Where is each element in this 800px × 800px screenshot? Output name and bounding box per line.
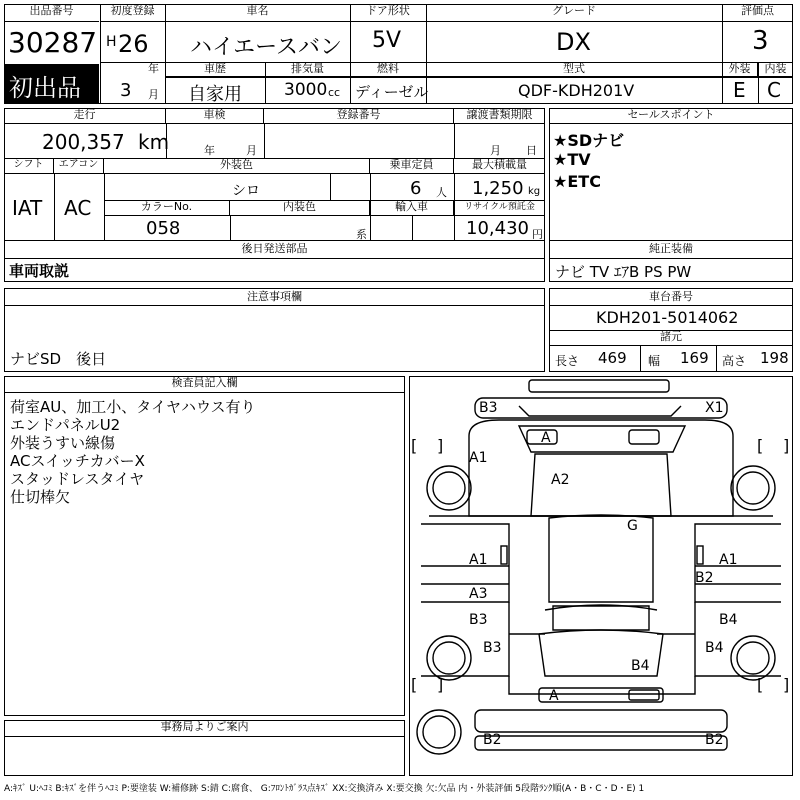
car-diagram [409,376,793,776]
sales-label: セールスポイント [549,108,793,124]
divider [758,62,759,104]
inspect-year-unit: 年 [204,144,215,157]
dims-label: 諸元 [549,330,793,346]
code-b4-roof: B4 [631,658,650,674]
inspector-line-1: 荷室AU、加工小、タイヤハウス有り [10,398,256,416]
legend: A:ｷｽﾞ U:ﾍｺﾐ B:ｷｽﾞを伴うﾍｺﾐ P:要塗装 W:補修跡 S:錆 C:腐食、 G:ﾌﾛﾝﾄｶﾞﾗｽ点ｷｽﾞ XX:交換済み X:要交換 欠:欠品 内・外装評価 5段階ﾗﾝｸ順(A・B・C・D・E) 1 [4,784,645,794]
import-label: 輸入車 [370,200,454,216]
divider [716,346,717,372]
divider [166,124,167,158]
office-label: 事務局よりご案内 [4,720,405,737]
seats: 6 [410,178,422,199]
divider [264,124,265,158]
color-number: 058 [146,218,181,239]
later-label: 後日発送部品 [241,242,308,255]
reg-year: 26 [118,30,149,58]
sales-point-2: ★TV [553,150,591,169]
divider [54,174,55,240]
reg-month: 3 [120,80,132,101]
fuel: ディーゼル [355,83,429,101]
ext-score: E [733,78,746,102]
mileage: 200,357 [42,130,125,154]
inspector-line-4: ACスイッチカバーX [10,452,145,470]
intcolor-unit: 系 [356,228,367,241]
mileage-unit: km [138,130,170,154]
code-a2-hood: A2 [551,472,570,488]
fuel-label: 燃料 [350,62,426,77]
month-unit: 月 [148,88,159,101]
transfer-month-unit: 月 [490,144,501,157]
code-a1-left-front: A1 [469,450,488,466]
model: QDF-KDH201V [518,81,635,100]
color-label: 外装色 [104,158,370,174]
year-unit: 年 [148,62,159,75]
divider [230,216,231,240]
car-name: ハイエースバン [190,35,343,60]
svg-text:]: ] [783,436,790,455]
colorno-label: カラーNo. [104,200,230,216]
disp-label: 排気量 [265,62,350,77]
disp-unit: cc [328,86,341,99]
exterior-color: シロ [232,183,260,199]
first-reg-label: 初度登録 [100,4,165,22]
code-a-rear: A [549,688,559,704]
door-type: 5V [372,28,402,53]
code-b2-right: B2 [695,570,714,586]
int-score: C [767,78,781,102]
ext-label: 外装 [722,62,758,77]
model-label: 型式 [426,62,722,77]
later-value: 車両取説 [9,262,70,280]
code-g-glass: G [627,518,638,534]
code-b2-bottom-left: B2 [483,732,502,748]
svg-text:[: [ [411,675,418,694]
height-label: 高さ [722,354,747,368]
svg-text:[: [ [757,675,764,694]
width-label: 幅 [648,354,661,368]
seats-unit: 人 [436,186,447,199]
equip-label: 純正装備 [649,242,693,255]
later-value-box [4,258,545,282]
code-b3-top: B3 [479,400,498,416]
intcolor-label: 内装色 [230,200,370,216]
code-b3-left-rear: B3 [469,612,488,628]
inspector-line-3: 外装うすい線傷 [10,434,116,452]
score-label: 評価点 [722,4,793,22]
name-label: 車名 [165,4,350,22]
code-b4-right-fender: B4 [705,640,724,656]
divider [165,77,793,78]
shift: IAT [12,196,43,220]
score: 3 [752,26,769,56]
notes-value: ナビSD 後日 [10,350,107,368]
equip-value: ナビ TV ｴｱB PS PW [555,263,692,281]
inspect-label: 車検 [166,108,264,124]
inspector-line-5: スタッドレスタイヤ [10,470,145,488]
inspector-line-2: エンドパネルU2 [10,416,121,434]
code-b4-right-rear: B4 [719,612,738,628]
width: 169 [680,349,709,367]
mileage-label: 走行 [4,108,166,124]
ac-label: エアコン [54,158,104,174]
length-label: 長さ [555,354,580,368]
history-label: 車歴 [165,62,265,77]
chassis-label: 車台番号 [549,288,793,306]
svg-text:]: ] [437,675,444,694]
shift-label: シフト [4,158,54,174]
first-listing-badge [5,64,99,103]
svg-text:[: [ [757,436,764,455]
divider [412,216,413,240]
sales-point-1: ★SDナビ [553,131,625,150]
lot-label: 出品番号 [4,4,99,22]
displacement: 3000 [284,80,328,100]
length: 469 [598,349,627,367]
door-label: ドア形状 [350,4,426,22]
code-b2-bottom-right: B2 [705,732,724,748]
max-load: 1,250 [472,178,524,199]
code-a-windshield: A [541,430,551,446]
load-unit: kg [528,186,541,197]
divider [454,124,455,158]
recycle-unit: 円 [532,228,543,241]
svg-text:[: [ [411,436,418,455]
int-label: 内装 [758,62,793,77]
svg-text:]: ] [437,436,444,455]
notes-label: 注意事項欄 [4,288,545,306]
recycle-fee: 10,430 [466,218,529,239]
era: H [106,34,117,50]
code-a1-right-door: A1 [719,552,738,568]
grade: DX [556,28,591,56]
transfer-label: 譲渡書類期限 [454,108,545,124]
history: 自家用 [188,84,242,105]
reg-label: 登録番号 [264,108,454,124]
svg-text:]: ] [783,675,790,694]
divider [640,346,641,372]
inspector-line-6: 仕切棒欠 [10,488,71,506]
load-label: 最大積載量 [454,158,545,174]
code-b3-left-fender: B3 [483,640,502,656]
inspect-month-unit: 月 [246,144,257,157]
divider [330,174,331,200]
sales-point-3: ★ETC [553,172,601,191]
chassis-number: KDH201-5014062 [596,308,739,327]
height: 198 [760,349,789,367]
seats-label: 乗車定員 [370,158,454,174]
lot-number: 30287 [8,26,98,59]
code-x1-top: X1 [705,400,724,416]
transfer-day-unit: 日 [526,144,537,157]
code-a3-left: A3 [469,586,488,602]
first-listing-text: 初出品 [9,74,81,102]
recycle-label: リサイクル預託金 [454,200,545,216]
ac: AC [64,196,92,220]
grade-label: グレード [426,4,722,22]
inspector-label: 検査員記入欄 [4,376,405,393]
code-a1-left-door: A1 [469,552,488,568]
